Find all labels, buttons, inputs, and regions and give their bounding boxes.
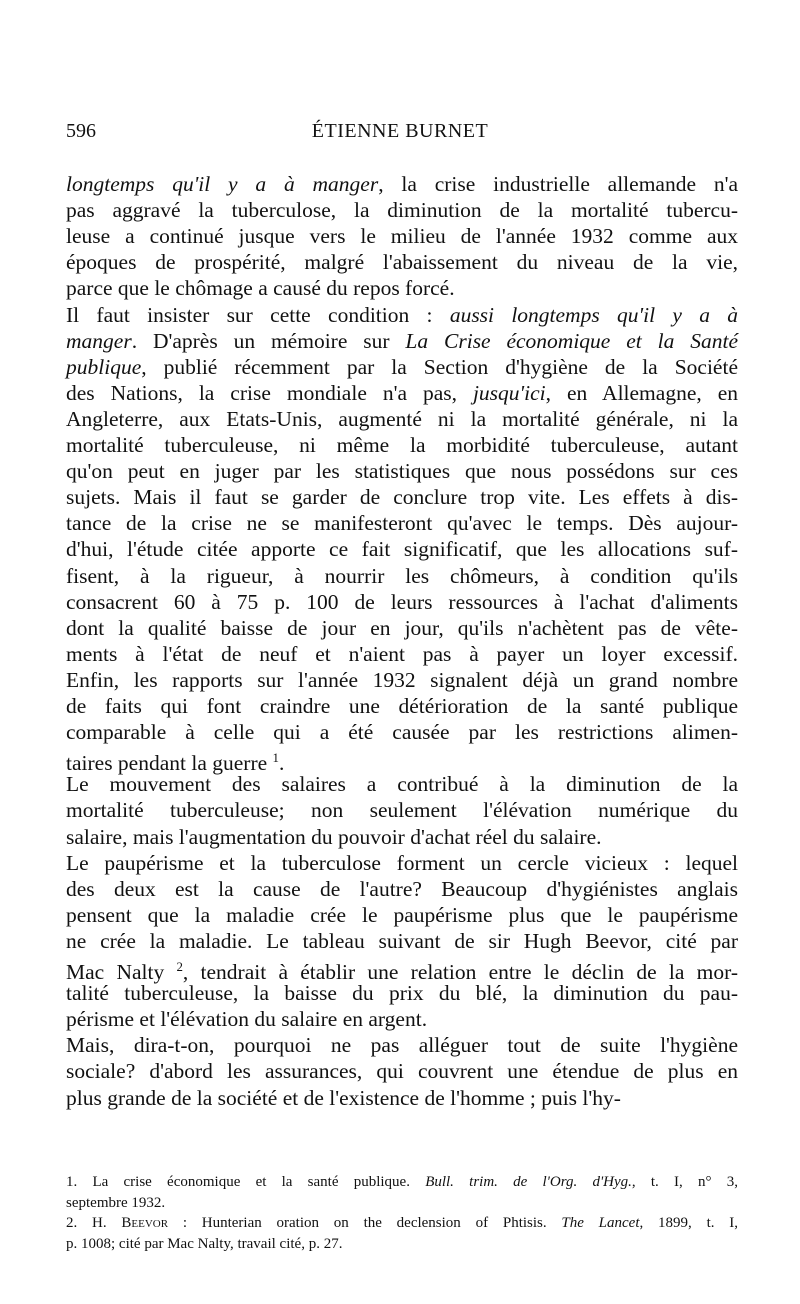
text-run: des deux est la cause de l'autre? Beaucoup d'hygiénistes anglais <box>66 876 738 901</box>
text-run: Le mouvement des salaires a contribué à la diminution de la <box>66 772 738 797</box>
body-line <box>66 797 738 823</box>
text-run: Enfin, les rapports sur l'année 1932 signalent déjà un grand nombre <box>66 667 738 692</box>
body-line <box>66 693 738 719</box>
text-run: The Lancet <box>561 1215 640 1231</box>
footnotes-line <box>66 1213 738 1233</box>
body-line <box>66 223 738 249</box>
body-line <box>66 1032 738 1058</box>
text-run: . D'après un mémoire sur <box>131 328 406 353</box>
text-run: périsme et l'élévation du salaire en argent. <box>66 1007 428 1032</box>
text-run: ne crée la maladie. Le tableau suivant de sir Hugh Beevor, cité par <box>66 928 738 953</box>
body-line <box>66 980 738 1006</box>
body-line <box>66 771 738 797</box>
body-line <box>66 1085 738 1111</box>
body-line <box>66 876 738 902</box>
footnotes-line <box>66 1193 738 1213</box>
body-line <box>66 1006 738 1032</box>
text-run: Il faut insister sur cette condition : <box>66 302 450 327</box>
text-run: : Hunterian oration on the declension of Phtisis. <box>168 1215 562 1231</box>
text-run: dont la qualité baisse de jour en jour, qu'ils n'achètent pas de vête- <box>66 615 738 640</box>
text-run: qu'on peut en juger par les statistiques que nous possédons sur ces <box>66 459 738 484</box>
text-run: pensent que la maladie crée le paupérisme plus que le paupérisme <box>66 902 738 927</box>
body-line <box>66 563 738 589</box>
text-run: Mais, dira-t-on, pourquoi ne pas alléguer tout de suite l'hygiène <box>66 1033 738 1058</box>
body-line <box>66 380 738 406</box>
body-line <box>66 641 738 667</box>
footnotes-line <box>66 1172 738 1192</box>
page-header <box>66 120 734 150</box>
body-line <box>66 667 738 693</box>
text-run: , 1899, t. I, <box>639 1215 739 1231</box>
text-run: septembre 1932. <box>66 1194 166 1211</box>
text-run: des Nations, la crise mondiale n'a pas, <box>66 380 473 405</box>
running-title: ÉTIENNE BURNET <box>311 120 489 142</box>
text-run: jusqu'ici <box>472 380 546 405</box>
body-line <box>66 275 738 301</box>
text-run: ments à l'état de neuf et n'aient pas à payer un loyer excessif. <box>66 641 738 666</box>
body-line <box>66 328 738 354</box>
body-line <box>66 615 738 641</box>
text-run: Angleterre, aux Etats-Unis, augmenté ni la mortalité générale, ni la <box>66 406 738 431</box>
body-line <box>66 824 738 850</box>
text-run: fisent, à la rigueur, à nourrir les chômeurs, à condition qu'ils <box>66 563 738 588</box>
body-line <box>66 171 738 197</box>
page-number: 596 <box>66 120 96 142</box>
body-line <box>66 432 738 458</box>
text-run: pas aggravé la tuberculose, la diminution de la mortalité tubercu- <box>66 198 738 223</box>
text-run: aussi longtemps qu'il y a à <box>449 302 738 327</box>
text-run: Le paupérisme et la tuberculose forment un cercle vicieux : lequel <box>66 850 738 875</box>
text-run: , la crise industrielle allemande n'a <box>378 172 738 196</box>
text-run: Mac Nalty <box>66 960 177 985</box>
text-run: 1. La crise économique et la santé publique. <box>66 1174 426 1190</box>
text-run: , en Allemagne, en <box>545 380 738 405</box>
text-run: publique <box>66 354 142 379</box>
body-line <box>66 354 738 380</box>
text-run: tance de la crise ne se manifesteront qu'avec le temps. Dès aujour- <box>66 511 738 536</box>
body-line <box>66 197 738 223</box>
text-run: époques de prospérité, malgré l'abaissement du niveau de la vie, <box>66 250 738 275</box>
text-run: talité tuberculeuse, la baisse du prix du blé, la diminution du pau- <box>66 981 738 1006</box>
footnote-ref: 2 <box>176 960 183 974</box>
body-line <box>66 302 738 328</box>
text-run: consacrent 60 à 75 p. 100 de leurs ressources à l'achat d'aliments <box>66 589 738 614</box>
text-run: mortalité tuberculeuse, ni même la morbidité tuberculeuse, autant <box>66 433 738 457</box>
text-run: sociale? d'abord les assurances, qui couvrent une étendue de plus en <box>66 1059 738 1084</box>
body-line <box>66 510 738 536</box>
body-line <box>66 589 738 615</box>
text-run: longtemps qu'il y a à manger <box>66 172 379 196</box>
text-run: d'hui, l'étude citée apporte ce fait significatif, que les allocations suf- <box>66 537 738 562</box>
body-line <box>66 458 738 484</box>
body-line <box>66 249 738 275</box>
text-run: mortalité tuberculeuse; non seulement l'élévation numérique du <box>66 798 738 823</box>
text-run: de faits qui font craindre une détérioration de la santé publique <box>66 694 738 718</box>
body-line <box>66 928 738 954</box>
text-run: salaire, mais l'augmentation du pouvoir d'achat réel du salaire. <box>66 824 602 849</box>
text-run: . <box>279 751 285 776</box>
text-run: La Crise économique et la Santé <box>405 328 738 353</box>
text-run: , publié récemment par la Section d'hygiène de la Société <box>141 354 738 379</box>
text-run: leuse a continué jusque vers le milieu de l'année 1932 comme aux <box>66 224 738 249</box>
text-run: Beevor <box>121 1215 169 1231</box>
body-line <box>66 1058 738 1084</box>
text-run: manger <box>66 328 132 353</box>
body-line <box>66 902 738 928</box>
text-run: , t. I, n° 3, <box>631 1174 738 1190</box>
text-run: , tendrait à établir une relation entre le déclin de la mor- <box>182 960 739 985</box>
text-run: parce que le chômage a causé du repos forcé. <box>66 276 455 301</box>
text-run: taires pendant la guerre <box>66 751 273 776</box>
text-run: comparable à celle qui a été causée par les restrictions alimen- <box>66 720 738 745</box>
text-run: p. 1008; cité par Mac Nalty, travail cité, p. 27. <box>66 1235 343 1252</box>
footnotes-line <box>66 1234 738 1254</box>
body-line <box>66 484 738 510</box>
body-line <box>66 406 738 432</box>
text-run: 2. H. <box>66 1215 122 1231</box>
footnote-ref: 1 <box>272 751 279 766</box>
text-run: plus grande de la société et de l'existence de l'homme ; puis l'hy- <box>66 1085 621 1110</box>
text-run: sujets. Mais il faut se garder de conclure trop vite. Les effets à dis- <box>66 485 738 510</box>
text-run: Bull. trim. de l'Org. d'Hyg. <box>425 1174 632 1190</box>
body-line <box>66 536 738 562</box>
body-line <box>66 719 738 745</box>
body-line <box>66 850 738 876</box>
